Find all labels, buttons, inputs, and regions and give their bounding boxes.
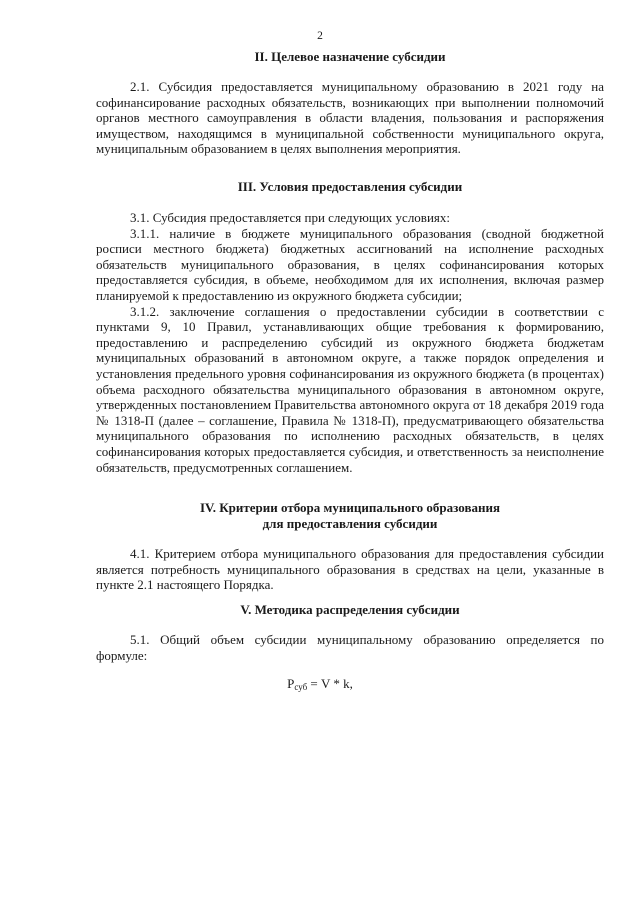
- formula-lhs-subscript: суб: [294, 682, 308, 692]
- section-4-heading: [96, 500, 604, 532]
- formula-rhs: = V * k,: [310, 676, 353, 691]
- section-2-heading: II. Целевое назначение субсидии: [254, 49, 446, 64]
- paragraph-3-1-2: 3.1.2. заключение соглашения о предоставлении субсидии в соответствии с пунктами 9, 10 Правил, устанавливающих общие требования к формированию, предоставлению и распределению субсидий из окружного бюджета бюджетам муниципальных образований в автономном округе, а также порядок определения и установления предельного уровня софинансирования из окружного бюджета (в процентах) объема расходного обязательства муниципального образования в автономном округе, утвержденных постановлением Правительства автономного округа от 18 декабря 2019 года № 1318-П (далее – соглашение, Правила № 1318-П), предусматривающего обязательства муниципального образования по исполнению расходных обязательств, в целях софинансирования которых предоставляется субсидия, и ответственность за неисполнение обязательств, предусмотренных соглашением.: [96, 303, 604, 475]
- section-3-heading: III. Условия предоставления субсидии: [237, 179, 463, 194]
- section-4-heading-line-1: IV. Критерии отбора муниципального образования: [199, 500, 501, 515]
- page-number: 2: [317, 30, 323, 42]
- paragraph-3-1-1: 3.1.1. наличие в бюджете муниципального образования (сводной бюджетной росписи местного бюджета) бюджетных ассигнований на исполнение расходных обязательств муниципального образования, в целях софинансирования которых предоставляется субсидия, в объеме, необходимом для их исполнения, включая размер планируемой к предоставлению из окружного бюджета субсидии;: [96, 225, 604, 303]
- section-4-body: [96, 546, 604, 593]
- paragraph-3-1: 3.1. Субсидия предоставляется при следующих условиях:: [130, 210, 450, 225]
- paragraph-4-1: 4.1. Критерием отбора муниципального образования для предоставления субсидии является потребность муниципального образования в средствах на цели, указанные в пункте 2.1 настоящего Порядка.: [96, 546, 604, 593]
- section-5-body: [96, 632, 604, 663]
- section-2-body: [96, 79, 604, 157]
- section-4-heading-line-2: для предоставления субсидии: [262, 516, 438, 531]
- paragraph-2-1: 2.1. Субсидия предоставляется муниципальному образованию в 2021 году на софинансирование расходных обязательств, возникающих при выполнении полномочий органов местного самоуправления в области владения, пользования и распоряжения имуществом, находящимся в муниципальной собственности муниципального округа, муниципальным образованием в целях выполнения мероприятия.: [96, 79, 604, 157]
- paragraph-5-1: 5.1. Общий объем субсидии муниципальному образованию определяется по формуле:: [96, 632, 604, 663]
- formula-lhs: P: [287, 676, 295, 691]
- formula: [0, 676, 640, 692]
- section-3-body: [96, 210, 604, 475]
- section-5-heading: V. Методика распределения субсидии: [240, 602, 460, 617]
